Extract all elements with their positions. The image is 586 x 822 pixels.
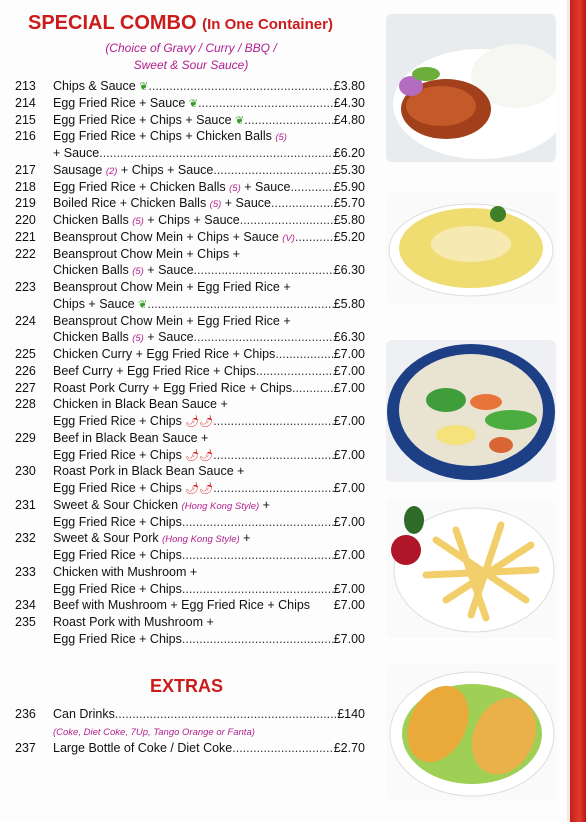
item-note: (5): [132, 266, 144, 278]
leader-dots: [99, 145, 334, 161]
item-text: Beansprout Chow Mein + Egg Fried Rice +: [53, 280, 291, 294]
chips-photo: [386, 500, 556, 638]
item-number: 223: [15, 280, 36, 294]
item-description: [53, 296, 147, 313]
item-number: 225: [15, 347, 36, 361]
leader-dots: [194, 262, 334, 280]
item-description: [53, 597, 310, 613]
leader-dots: [148, 78, 333, 95]
item-description: [53, 78, 148, 95]
item-description: [53, 480, 213, 497]
item-note: (Hong Kong Style): [162, 534, 240, 546]
item-text: Chicken with Mushroom +: [53, 564, 198, 579]
item-description: [53, 430, 208, 446]
leader-dots: [244, 112, 333, 129]
item-text: + Sauce: [240, 179, 291, 194]
mixed-vegetables-photo: [386, 340, 556, 482]
item-number: 221: [15, 229, 36, 244]
item-text: Egg Fried Rice + Chips: [53, 548, 182, 562]
item-price: £7.00: [333, 548, 365, 562]
item-number: 229: [15, 430, 36, 445]
leader-dots: [182, 631, 334, 647]
item-note: (2): [105, 165, 118, 177]
leader-dots: [213, 413, 333, 430]
item-note: (Coke, Diet Coke, 7Up, Tango Orange or Fanta): [53, 727, 255, 738]
item-text: Egg Fried Rice + Chips + Sauce: [53, 112, 236, 127]
item-description: [53, 329, 194, 347]
item-number: 227: [15, 380, 36, 395]
item-description: [53, 212, 240, 230]
item-description: [53, 246, 240, 262]
item-price: £7.00: [333, 598, 365, 613]
item-price: £4.30: [333, 95, 365, 110]
item-number: 224: [15, 313, 36, 328]
item-price: £7.00: [333, 631, 365, 646]
item-price: £7.00: [333, 363, 365, 378]
item-price: £5.80: [333, 296, 365, 311]
item-text: + Sauce: [143, 330, 194, 345]
item-description: [53, 581, 182, 597]
item-text: Egg Fried Rice + Chips: [53, 581, 182, 596]
item-description: [53, 564, 197, 580]
leader-dots: [240, 212, 334, 230]
item-description: [53, 514, 182, 530]
item-text: Large Bottle of Coke / Diet Coke: [53, 741, 233, 755]
red-border-strip: [570, 0, 586, 822]
sauce-choice-line-1: (Choice of Gravy / Curry / BBQ /: [105, 41, 277, 55]
item-price: £6.30: [333, 263, 365, 278]
item-note: (V): [282, 232, 295, 244]
item-note: (5): [209, 199, 222, 211]
item-note: (5): [275, 132, 287, 144]
leader-dots: [182, 581, 334, 597]
item-description: [53, 614, 214, 630]
item-description: [53, 740, 232, 756]
item-number: 234: [15, 598, 36, 613]
leader-dots: [290, 179, 333, 197]
omelette-photo: [386, 192, 556, 304]
item-description: [53, 380, 292, 396]
item-price: £6.20: [333, 146, 365, 160]
item-number: 215: [15, 112, 36, 127]
item-description: [53, 346, 275, 362]
leader-dots: [213, 447, 333, 464]
item-text: + Sauce: [53, 146, 100, 160]
item-text: Chicken Curry + Egg Fried Rice + Chips: [53, 347, 276, 361]
item-description: [53, 313, 291, 329]
item-number: 214: [15, 95, 36, 110]
item-price: £140: [337, 707, 365, 721]
item-description: [53, 229, 295, 247]
leader-dots: [275, 346, 333, 362]
item-description: [53, 279, 291, 295]
item-description: [53, 396, 228, 412]
item-text: Chicken in Black Bean Sauce +: [53, 397, 228, 412]
item-price: £5.70: [333, 196, 365, 211]
item-text: Egg Fried Rice + Chips: [53, 514, 182, 529]
item-price: £7.00: [333, 447, 365, 462]
item-number: 222: [15, 246, 36, 261]
item-description: [53, 162, 213, 180]
item-text: Chicken Balls: [53, 213, 133, 227]
item-price: £7.00: [333, 581, 365, 596]
leader-dots: [182, 547, 334, 563]
leader-dots: [256, 363, 334, 379]
item-description: [53, 723, 255, 741]
vegetarian-leaf-icon: ❦: [138, 298, 148, 311]
item-price: £5.20: [333, 229, 365, 244]
item-text: Chips + Sauce: [53, 296, 139, 311]
item-description: [53, 447, 213, 464]
item-number: 220: [15, 213, 36, 227]
item-price: £3.80: [333, 79, 365, 93]
item-description: [53, 706, 115, 722]
item-text: +: [239, 531, 251, 546]
item-price: £5.90: [333, 179, 365, 194]
item-description: [53, 530, 250, 548]
extras-title: EXTRAS: [150, 676, 224, 696]
item-number: 213: [15, 79, 36, 93]
item-text: Beef with Mushroom + Egg Fried Rice + Chips: [53, 598, 311, 613]
item-text: Roast Pork with Mushroom +: [53, 615, 214, 629]
item-description: [53, 262, 194, 280]
item-number: 216: [15, 129, 36, 144]
item-text: Egg Fried Rice + Chicken Balls: [53, 179, 230, 194]
item-text: Beansprout Chow Mein + Chips +: [53, 246, 240, 261]
item-number: 237: [15, 741, 36, 755]
leader-dots: [292, 380, 334, 396]
item-text: Egg Fried Rice + Chips: [53, 481, 186, 495]
item-number: 236: [15, 707, 36, 721]
item-description: [53, 413, 213, 430]
item-text: Chicken Balls: [53, 263, 133, 278]
item-text: Can Drinks: [53, 707, 115, 721]
item-number: 230: [15, 464, 36, 479]
item-description: [53, 363, 256, 379]
item-description: [53, 463, 244, 479]
chili-icon: 🌶🌶: [185, 416, 214, 428]
item-number: 226: [15, 363, 36, 378]
item-price: £2.70: [333, 741, 365, 755]
item-description: [53, 195, 271, 213]
item-description: [53, 179, 290, 197]
item-description: [53, 497, 270, 515]
title-suffix: (In One Container): [202, 16, 333, 33]
item-text: Egg Fried Rice + Chips + Chicken Balls: [53, 129, 276, 144]
item-text: Beansprout Chow Mein + Egg Fried Rice +: [53, 313, 291, 328]
battered-fish-photo: [386, 664, 556, 800]
item-number: 235: [15, 615, 36, 629]
item-number: 228: [15, 397, 36, 412]
roast-duck-rice-photo: [386, 14, 556, 162]
item-text: Boiled Rice + Chicken Balls: [53, 196, 210, 211]
item-description: [53, 112, 244, 129]
vegetarian-leaf-icon: ❦: [235, 114, 245, 127]
item-note: (Hong Kong Style): [181, 500, 260, 512]
item-text: + Chips + Sauce: [117, 162, 214, 177]
menu-section-title: [28, 12, 333, 35]
leader-dots: [182, 514, 334, 530]
item-text: Roast Pork Curry + Egg Fried Rice + Chips: [53, 380, 292, 395]
item-text: Egg Fried Rice + Chips: [53, 447, 186, 462]
leader-dots: [232, 740, 333, 756]
item-text: Beef Curry + Egg Fried Rice + Chips: [53, 363, 256, 378]
item-number: 217: [15, 162, 36, 177]
item-price: £7.00: [333, 514, 365, 529]
leader-dots: [213, 480, 333, 497]
item-text: Sweet & Sour Pork: [53, 531, 163, 546]
chili-icon: 🌶🌶: [185, 449, 214, 462]
title-main: SPECIAL COMBO: [28, 12, 197, 34]
item-text: Roast Pork in Black Bean Sauce +: [53, 464, 245, 479]
leader-dots: [271, 195, 334, 213]
item-note: (5): [132, 216, 144, 227]
leader-dots: [194, 329, 334, 347]
item-price: £6.30: [333, 330, 365, 345]
item-number: 232: [15, 531, 36, 546]
item-description: [53, 95, 198, 112]
item-text: Egg Fried Rice + Chips: [53, 631, 182, 646]
item-text: Egg Fried Rice + Chips: [53, 414, 186, 428]
item-description: [53, 128, 287, 146]
item-text: Egg Fried Rice + Sauce: [53, 95, 189, 110]
item-number: 231: [15, 497, 36, 512]
item-text: Beansprout Chow Mein + Chips + Sauce: [53, 229, 283, 244]
item-text: + Sauce: [221, 196, 271, 211]
item-price: £7.00: [333, 347, 365, 361]
item-note: (5): [132, 333, 144, 345]
leader-dots: [213, 162, 333, 180]
item-text: + Chips + Sauce: [143, 213, 240, 227]
chili-icon: 🌶🌶: [185, 483, 214, 495]
item-text: Chips & Sauce: [53, 79, 140, 93]
item-description: [53, 547, 182, 563]
item-price: £7.00: [333, 481, 365, 495]
vegetarian-leaf-icon: ❦: [139, 81, 149, 93]
item-text: Beef in Black Bean Sauce +: [53, 430, 209, 445]
item-price: £4.80: [333, 112, 365, 127]
item-text: Sweet & Sour Chicken: [53, 497, 182, 512]
item-description: [53, 631, 182, 647]
item-number: 219: [15, 196, 36, 211]
item-price: £7.00: [333, 414, 365, 428]
item-description: [53, 145, 99, 161]
item-price: £5.30: [333, 162, 365, 177]
item-text: Sausage: [53, 162, 106, 177]
sauce-choice-line-2: Sweet & Sour Sauce): [133, 58, 249, 72]
item-number: 233: [15, 564, 36, 579]
item-note: (5): [229, 182, 241, 194]
item-text: + Sauce: [143, 263, 194, 278]
vegetarian-leaf-icon: ❦: [188, 97, 199, 110]
item-text: Chicken Balls: [53, 330, 133, 345]
leader-dots: [147, 296, 333, 313]
item-price: £7.00: [333, 380, 365, 395]
item-price: £5.80: [333, 213, 365, 227]
leader-dots: [115, 706, 337, 722]
leader-dots: [198, 95, 334, 112]
item-text: +: [259, 497, 270, 512]
leader-dots: [295, 229, 334, 247]
item-number: 218: [15, 179, 36, 194]
